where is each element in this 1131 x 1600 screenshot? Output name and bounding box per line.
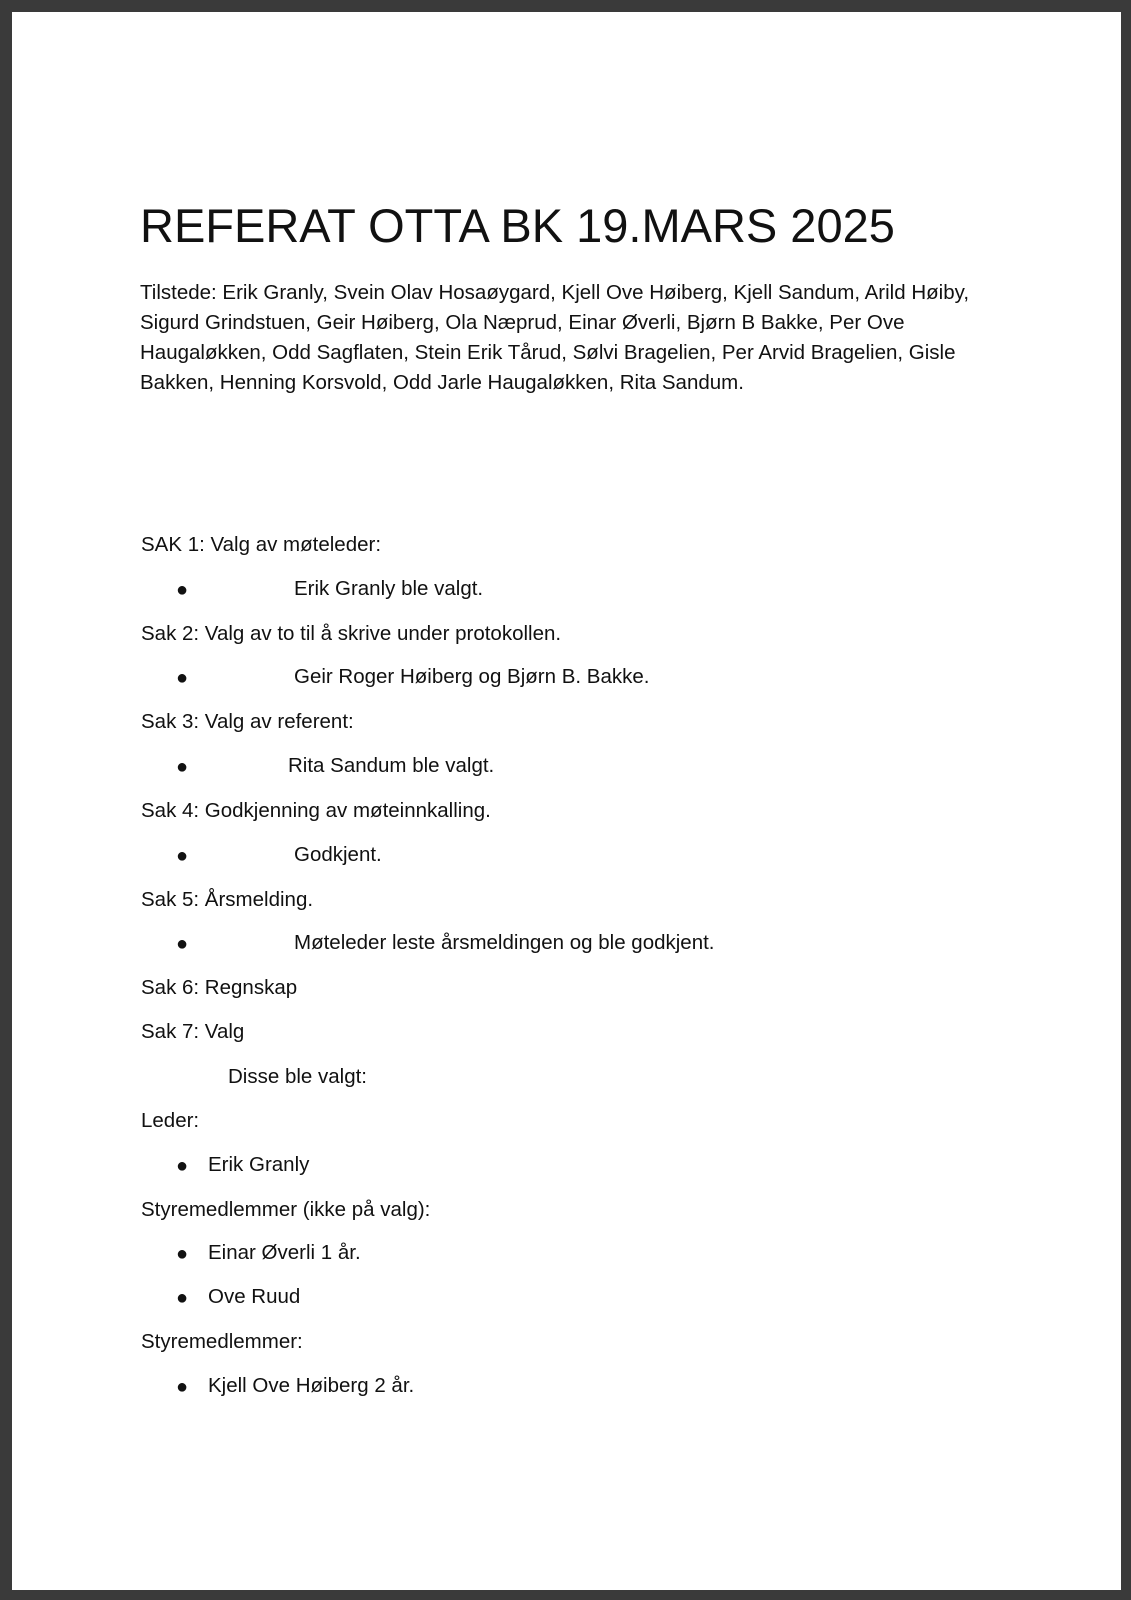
item-heading-sak-2: Sak 2: Valg av to til å skrive under protokollen. (141, 622, 562, 645)
election-intro: Disse ble valgt: (228, 1065, 368, 1088)
bullet-icon: ● (176, 756, 189, 778)
bullet-icon: ● (176, 579, 189, 601)
document-page (12, 12, 1121, 1590)
attendees-paragraph: Tilstede: Erik Granly, Svein Olav Hosaøygard, Kjell Ove Høiberg, Kjell Sandum, Arild Høiby, Sigurd Grindstuen, Geir Høiberg, Ola Næprud, Einar Øverli, Bjørn B Bakke, Per Ove Haugaløkken, Odd Sagflaten, Stein Erik Tårud, Sølvi Bragelien, Per Arvid Bragelien, Gisle Bakken, Henning Korsvold, Odd Jarle Haugaløkken, Rita Sandum. (140, 281, 970, 394)
bullet-icon: ● (176, 1243, 189, 1265)
bullet-icon: ● (176, 1287, 189, 1309)
item-bullet-sak-2: Geir Roger Høiberg og Bjørn B. Bakke. (294, 665, 650, 688)
item-heading-sak-6: Sak 6: Regnskap (141, 976, 298, 999)
item-heading-sak-7: Sak 7: Valg (141, 1020, 245, 1043)
item-bullet-sak-1: Erik Granly ble valgt. (294, 577, 484, 600)
bullet-icon: ● (176, 845, 189, 867)
board-member: Kjell Ove Høiberg 2 år. (208, 1374, 415, 1397)
item-bullet-sak-3: Rita Sandum ble valgt. (288, 754, 495, 777)
leader-name: Erik Granly (208, 1153, 310, 1176)
item-bullet-sak-4: Godkjent. (294, 843, 382, 866)
board-label: Styremedlemmer: (141, 1330, 303, 1353)
item-bullet-sak-5: Møteleder leste årsmeldingen og ble godkjent. (294, 931, 715, 954)
item-heading-sak-3: Sak 3: Valg av referent: (141, 710, 354, 733)
bullet-icon: ● (176, 1155, 189, 1177)
board-not-up-member: Einar Øverli 1 år. (208, 1241, 361, 1264)
item-heading-sak-5: Sak 5: Årsmelding. (141, 888, 314, 911)
bullet-icon: ● (176, 667, 189, 689)
board-not-up-member: Ove Ruud (208, 1285, 301, 1308)
bullet-icon: ● (176, 1376, 189, 1398)
item-heading-sak-4: Sak 4: Godkjenning av møteinnkalling. (141, 799, 491, 822)
bullet-icon: ● (176, 933, 189, 955)
item-heading-sak-1: SAK 1: Valg av møteleder: (141, 533, 382, 556)
leader-label: Leder: (141, 1109, 200, 1132)
board-not-up-label: Styremedlemmer (ikke på valg): (141, 1198, 431, 1221)
document-title: REFERAT OTTA BK 19.MARS 2025 (140, 199, 895, 252)
